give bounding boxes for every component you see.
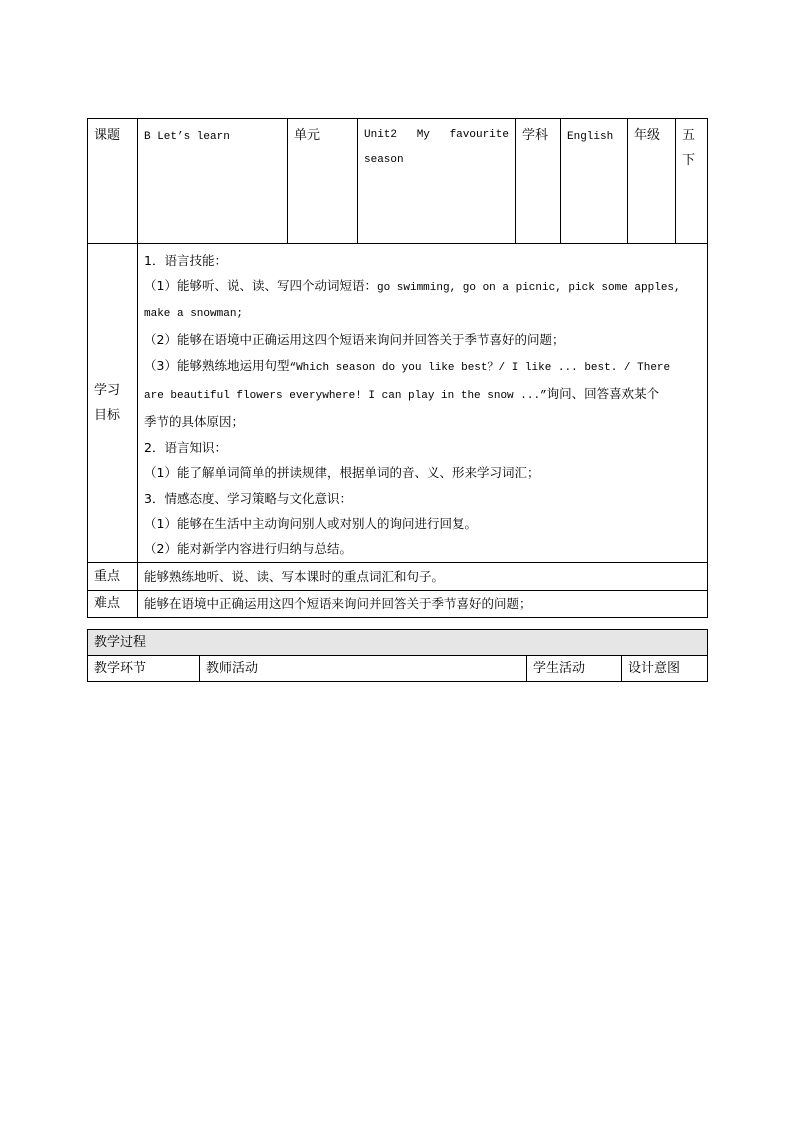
col-design-intent: 设计意图	[622, 656, 708, 682]
objective-line: （1）能够听、说、读、写四个动词短语：go swimming, go on a picnic, pick some apples,	[144, 278, 681, 295]
objective-line: 2．语言知识：	[144, 439, 227, 455]
topic-value: B Let’s learn	[138, 119, 288, 244]
objective-line: are beautiful flowers everywhere! I can play in the snow ...”询问、回答喜欢某个	[144, 386, 660, 403]
topic-label: 课题	[88, 119, 138, 244]
objective-line: （2）能够在语境中正确运用这四个短语来询问并回答关于季节喜好的问题；	[144, 332, 565, 348]
objective-line: 1．语言技能：	[144, 253, 227, 268]
difficulties-label: 难点	[88, 590, 138, 617]
subject-value: English	[561, 119, 628, 244]
teaching-process-table	[87, 629, 708, 682]
grade-label: 年级	[628, 119, 676, 244]
col-teacher-activity: 教师活动	[200, 656, 527, 682]
grade-value: 五 下	[676, 119, 708, 244]
objective-line: 季节的具体原因；	[144, 414, 245, 430]
col-student-activity: 学生活动	[527, 656, 622, 682]
objectives-label: 学习 目标	[88, 244, 138, 563]
key-points-text: 能够熟练地听、说、读、写本课时的重点词汇和句子。	[138, 562, 708, 590]
subject-label: 学科	[516, 119, 561, 244]
difficulties-text: 能够在语境中正确运用这四个短语来询问并回答关于季节喜好的问题；	[138, 590, 708, 617]
lesson-info-table	[87, 118, 708, 618]
unit-label: 单元	[288, 119, 358, 244]
col-teaching-step: 教学环节	[88, 656, 200, 682]
objective-line: 3．情感态度、学习策略与文化意识：	[144, 490, 352, 506]
objective-line: （1）能够在生活中主动询问别人或对别人的询问进行回复。	[144, 516, 477, 532]
unit-value: Unit2 My favourite season	[358, 119, 516, 244]
objective-line: （3）能够熟练地运用句型“Which season do you like best？/ I like ... best. / There	[144, 357, 671, 374]
objective-line: make a snowman;	[144, 307, 244, 320]
objectives-content	[138, 244, 708, 563]
objective-line: （2）能对新学内容进行归纳与总结。	[144, 541, 352, 557]
key-points-label: 重点	[88, 562, 138, 590]
objective-line: （1）能了解单词简单的拼读规律，根据单词的音、义、形来学习词汇；	[144, 465, 540, 481]
process-title: 教学过程	[88, 630, 708, 656]
